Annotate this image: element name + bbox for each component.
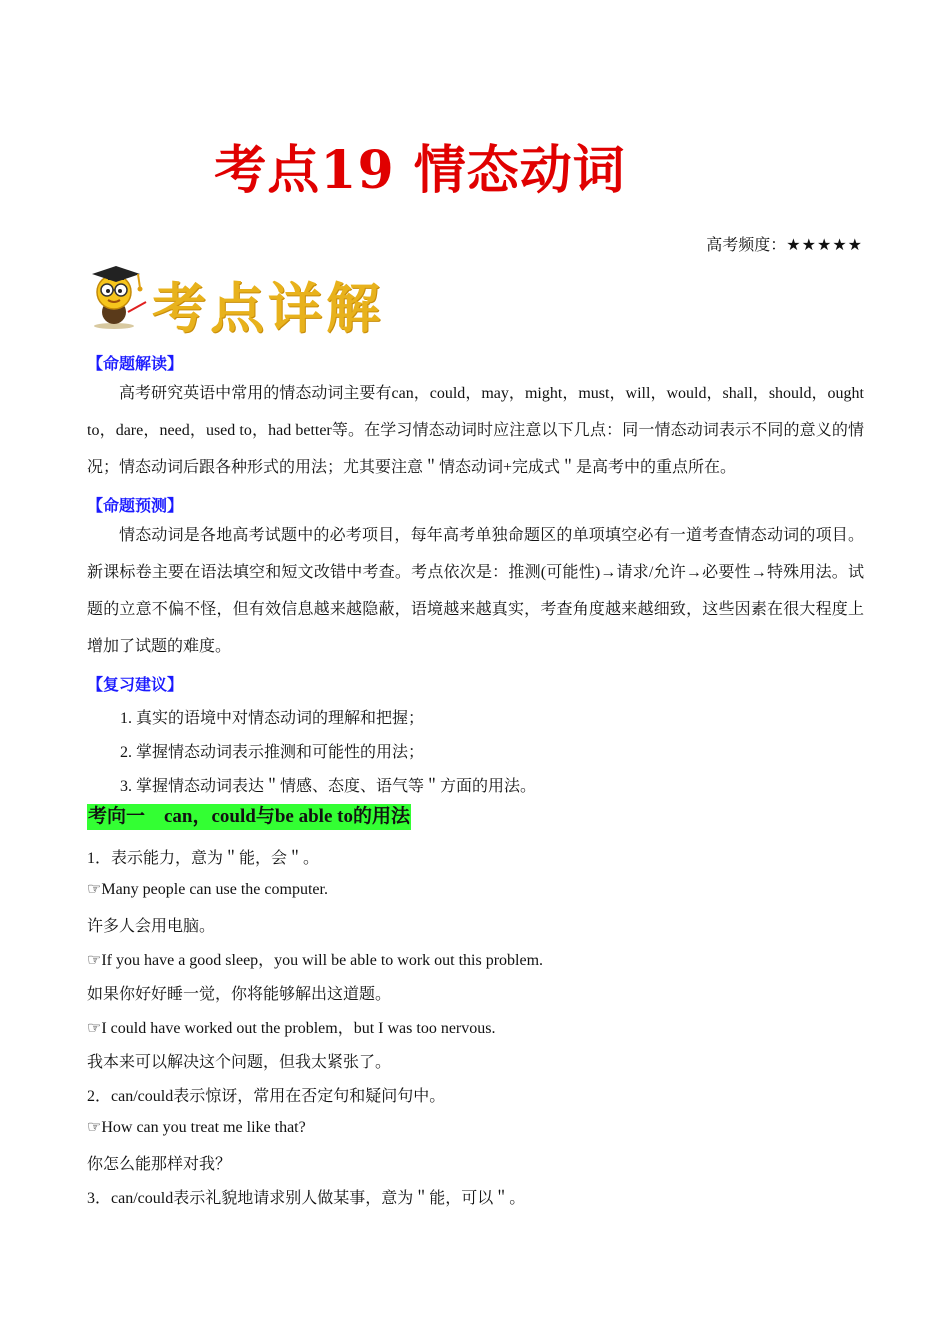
prediction-heading: 【命题预测】 <box>87 498 184 515</box>
section-banner <box>88 262 388 340</box>
page-title: 考点19 情态动词 <box>214 140 626 201</box>
example-translation: 我本来可以解决这个问题，但我太紧张了。 <box>87 1054 392 1071</box>
prediction-text: 情态动词是各地高考试题中的必考项目，每年高考单独命题区的单项填空必有一道考查情态动词的项目。新课标卷主要在语法填空和短文改错中考查。考点依次是：推测(可能性)→请求/允许→必要性→特殊用法。试题的立意不偏不怪，但有效信息越来越隐蔽，语境越来越真实，考查角度越来越细致，这些因素在很大程度上增加了试题的难度。 <box>87 527 864 655</box>
review-item: 2. 掌握情态动词表示推测和可能性的用法； <box>120 744 425 761</box>
content-line: 3．can/could表示礼貌地请求别人做某事，意为＂能，可以＂。 <box>87 1190 526 1207</box>
interpretation-heading: 【命题解读】 <box>87 356 184 373</box>
example-sentence: ☞If you have a good sleep，you will be able to work out this problem. <box>87 952 544 969</box>
example-sentence: ☞I could have worked out the problem，but I was too nervous. <box>87 1020 496 1037</box>
frequency-stars: ★★★★★ <box>786 237 863 254</box>
review-item: 3. 掌握情态动词表达＂情感、态度、语气等＂方面的用法。 <box>120 778 537 795</box>
content-line: 1．表示能力，意为＂能，会＂。 <box>87 850 320 867</box>
example-translation: 许多人会用电脑。 <box>87 918 216 935</box>
frequency-label: 高考频度： <box>706 237 787 254</box>
review-item: 1. 真实的语境中对情态动词的理解和把握； <box>120 710 425 727</box>
content-line: 2．can/could表示惊讶，常用在否定句和疑问句中。 <box>87 1088 446 1105</box>
example-translation: 你怎么能那样对我？ <box>87 1156 232 1173</box>
banner-text: 考点详解 <box>152 276 384 340</box>
example-sentence: ☞How can you treat me like that? <box>87 1119 306 1136</box>
graduate-mascot-icon <box>88 262 150 330</box>
exam-frequency <box>706 232 863 255</box>
example-translation: 如果你好好睡一觉，你将能够解出这道题。 <box>87 986 392 1003</box>
interpretation-text: 高考研究英语中常用的情态动词主要有can，could，may，might，must，will，would，shall，should，ought to，dare，need，used to，had better等。在学习情态动词时应注意以下几点：同一情态动词表示不同的意义的情况；情态动词后跟各种形式的用法；尤其要注意＂情态动词+完成式＂是高考中的重点所在。 <box>87 385 864 476</box>
example-sentence: ☞Many people can use the computer. <box>87 881 328 898</box>
direction-one-heading: 考向一 can，could与be able to的用法 <box>87 804 411 830</box>
review-heading: 【复习建议】 <box>87 677 184 694</box>
